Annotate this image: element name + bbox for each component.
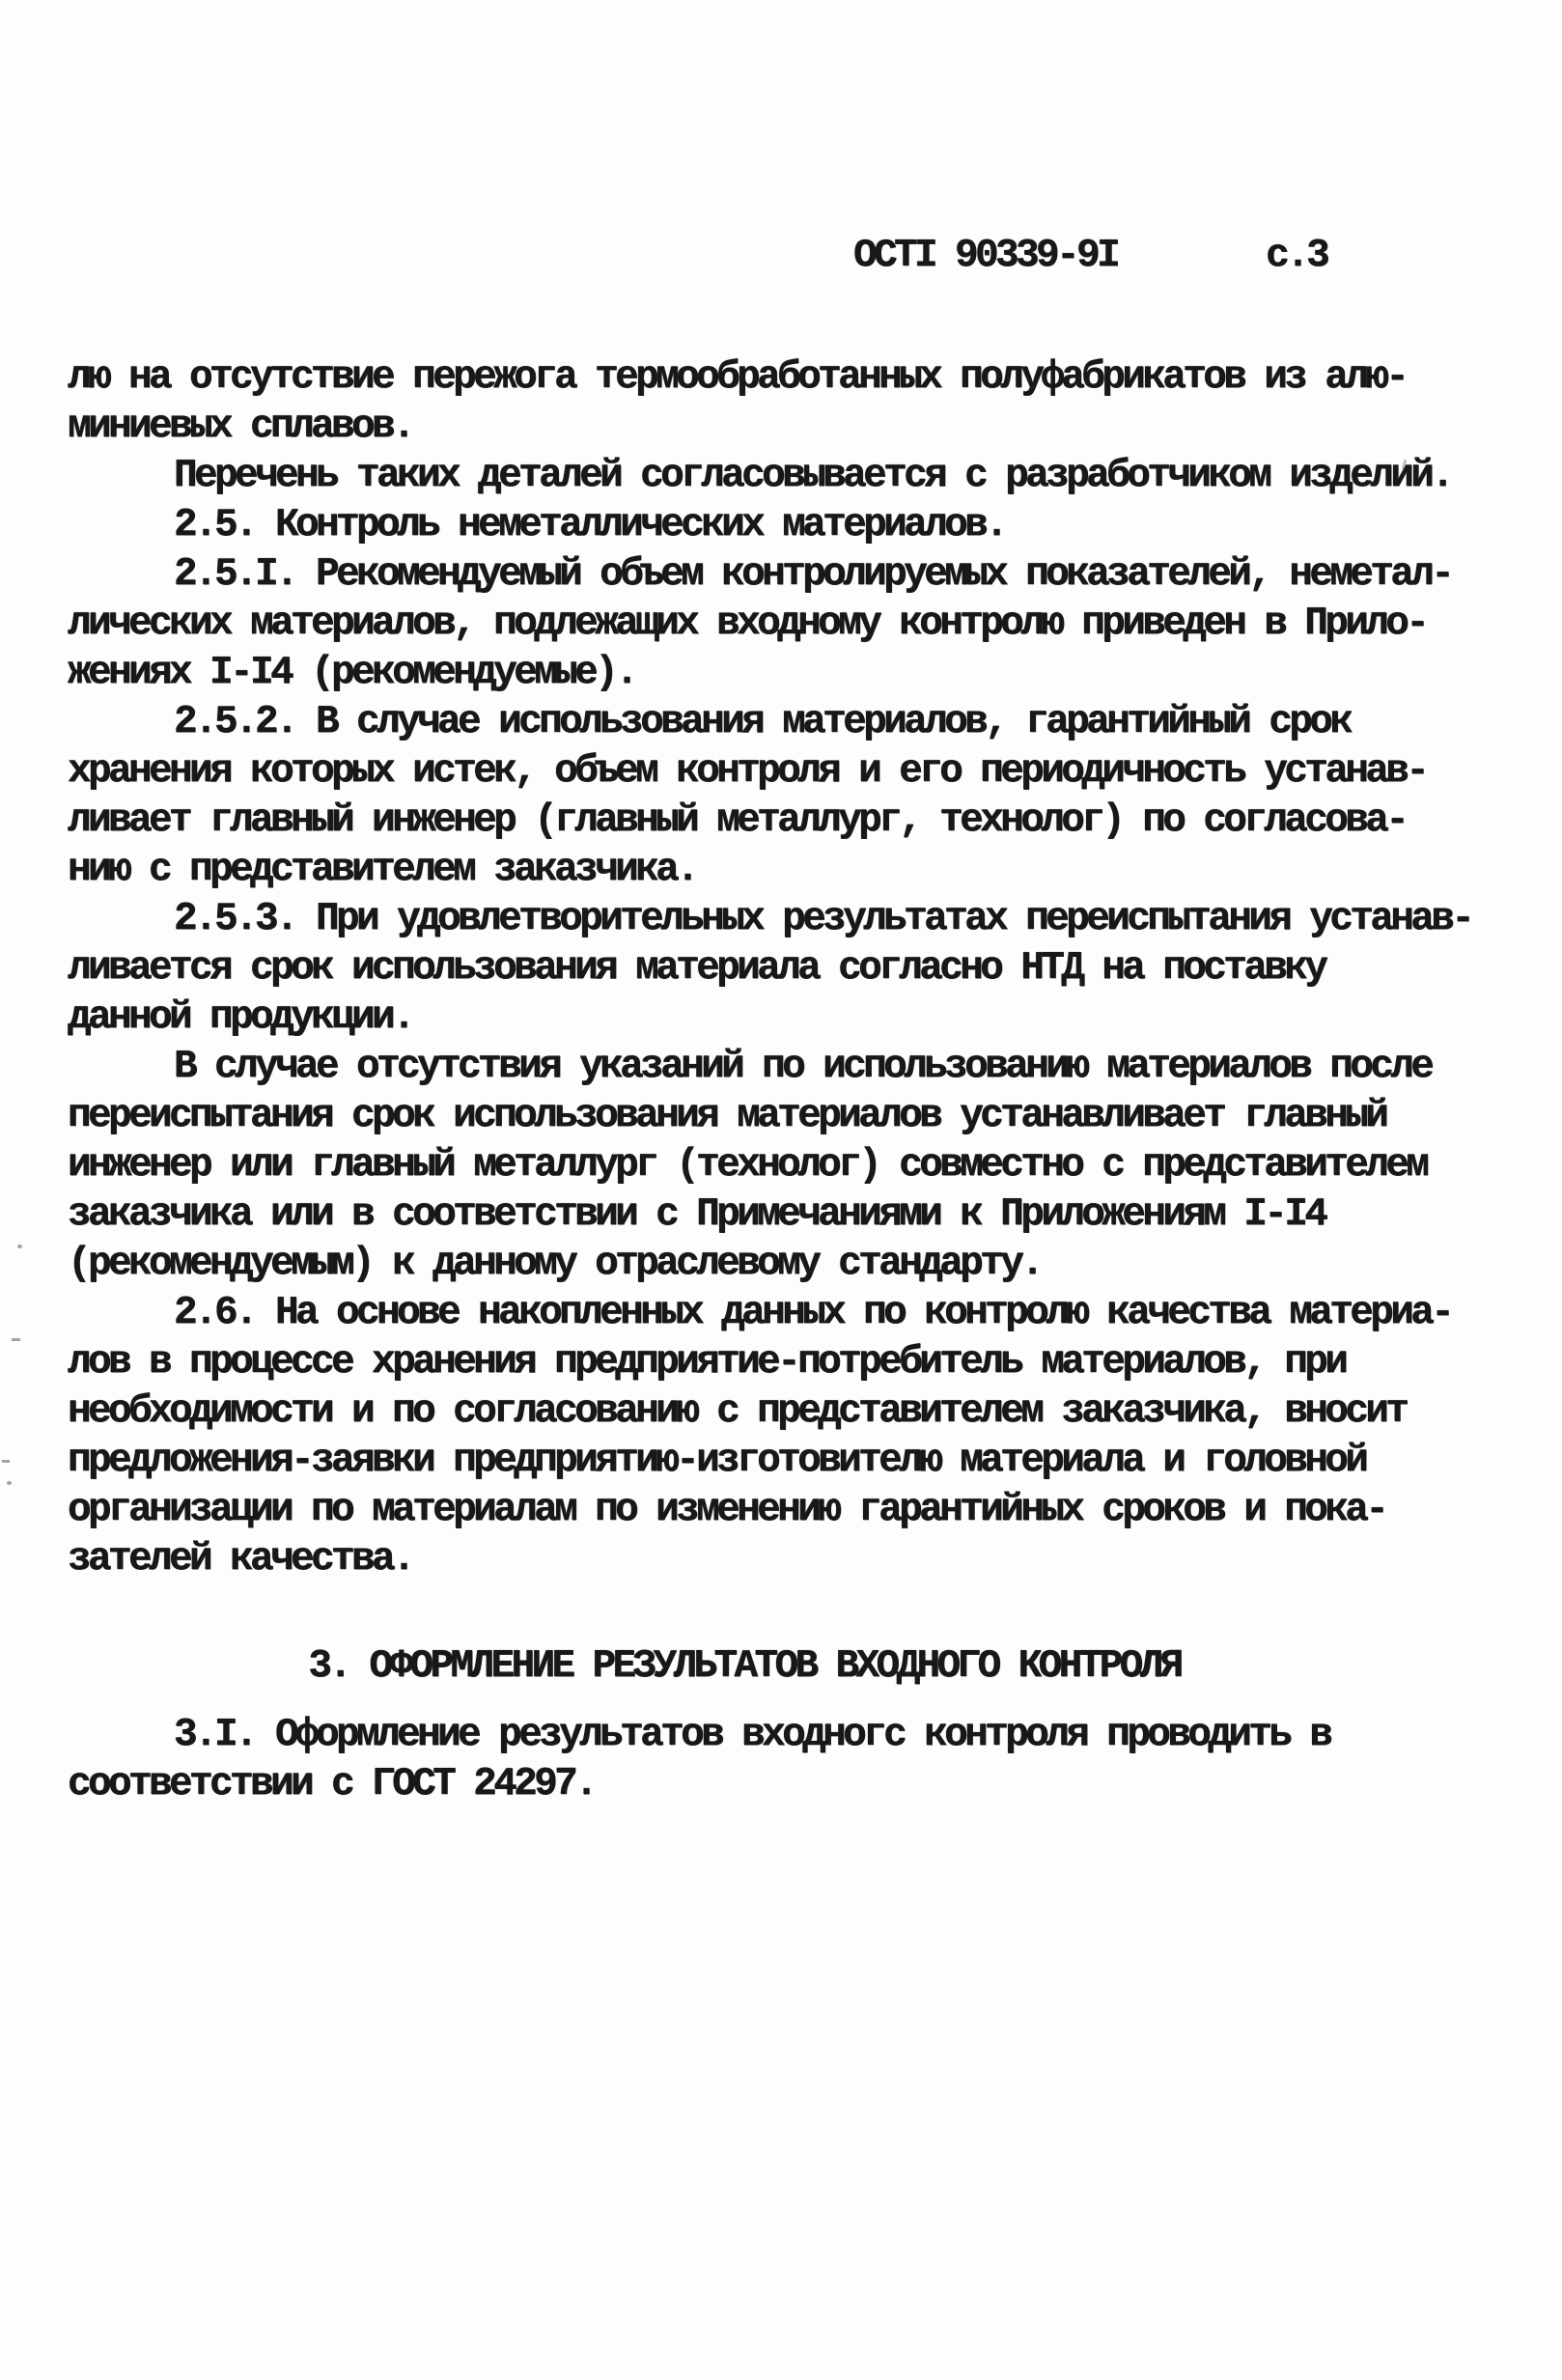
document-body — [68, 353, 1472, 1809]
text-line: организации по материалам по изменению гарантийных сроков и пока- — [68, 1488, 1386, 1532]
text-line: нию с представителем заказчика. — [68, 848, 697, 892]
page-number: с.3 — [1266, 234, 1327, 278]
text-line: предложения-заявки предприятию-изготовителю материала и головной — [68, 1439, 1366, 1483]
paragraph-lines — [68, 1711, 1421, 1809]
text-line: лов в процессе хранения предприятие-потребитель материалов, при — [68, 1340, 1346, 1385]
paragraph-lines — [68, 353, 1472, 1584]
text-line: В случае отсутствия указаний по использованию материалов после — [174, 1045, 1432, 1089]
scan-speck — [17, 1245, 22, 1248]
section-heading: 3. ОФОРМЛЕНИЕ РЕЗУЛЬТАТОВ ВХОДНОГО КОНТРОЛЯ — [308, 1644, 1181, 1689]
text-line: Перечень таких деталей согласовывается с разработчиком изделий. — [174, 454, 1452, 498]
scan-speck — [2, 1460, 10, 1463]
text-line: заказчика или в соответствии с Примечаниями к Приложениям I-I4 — [68, 1192, 1325, 1237]
text-line: лю на отсутствие пережога термообработанных полуфабрикатов из алю- — [68, 355, 1407, 400]
text-line: 3.I. Оформление результатов входногс контроля проводить в — [174, 1713, 1330, 1757]
text-line: хранения которых истек, объем контроля и его периодичность устанав- — [68, 749, 1427, 794]
text-line: переиспытания срок использования материалов устанавливает главный — [68, 1094, 1386, 1138]
scan-speck — [12, 1338, 20, 1341]
text-line: 2.5.I. Рекомендуемый объем контролируемых показателей, неметал- — [174, 552, 1452, 597]
text-line: соответствии с ГОСТ 24297. — [68, 1762, 596, 1806]
text-line: ливается срок использования материала согласно НТД на поставку — [68, 946, 1325, 991]
text-line: данной продукции. — [68, 995, 413, 1040]
text-line: жениях I-I4 (рекомендуемые). — [68, 651, 636, 695]
text-line: 2.6. На основе накопленных данных по контролю качества материа- — [174, 1291, 1452, 1335]
text-line: инженер или главный металлург (технолог) совместно с представителем — [68, 1143, 1427, 1188]
text-line: лических материалов, подлежащих входному контролю приведен в Прило- — [68, 602, 1427, 646]
text-line: зателей качества. — [68, 1537, 413, 1582]
page-header — [853, 232, 1326, 281]
standard-number: ОСТI 90339-9I — [853, 234, 1118, 278]
text-line: 2.5.2. В случае использования материалов, гарантийный срок — [174, 700, 1351, 744]
text-line: ливает главный инженер (главный металлург, технолог) по согласова- — [68, 798, 1407, 843]
text-line: 2.5. Контроль неметаллических материалов. — [174, 503, 1006, 547]
text-line: (рекомендуемым) к данному отраслевому стандарту. — [68, 1242, 1042, 1286]
text-line: необходимости и по согласованию с представителем заказчика, вносит — [68, 1389, 1407, 1434]
scan-speck — [7, 1481, 12, 1485]
text-line: миниевых сплавов. — [68, 405, 413, 449]
text-line: 2.5.3. При удовлетворительных результатах переиспытания устанав- — [174, 897, 1472, 941]
